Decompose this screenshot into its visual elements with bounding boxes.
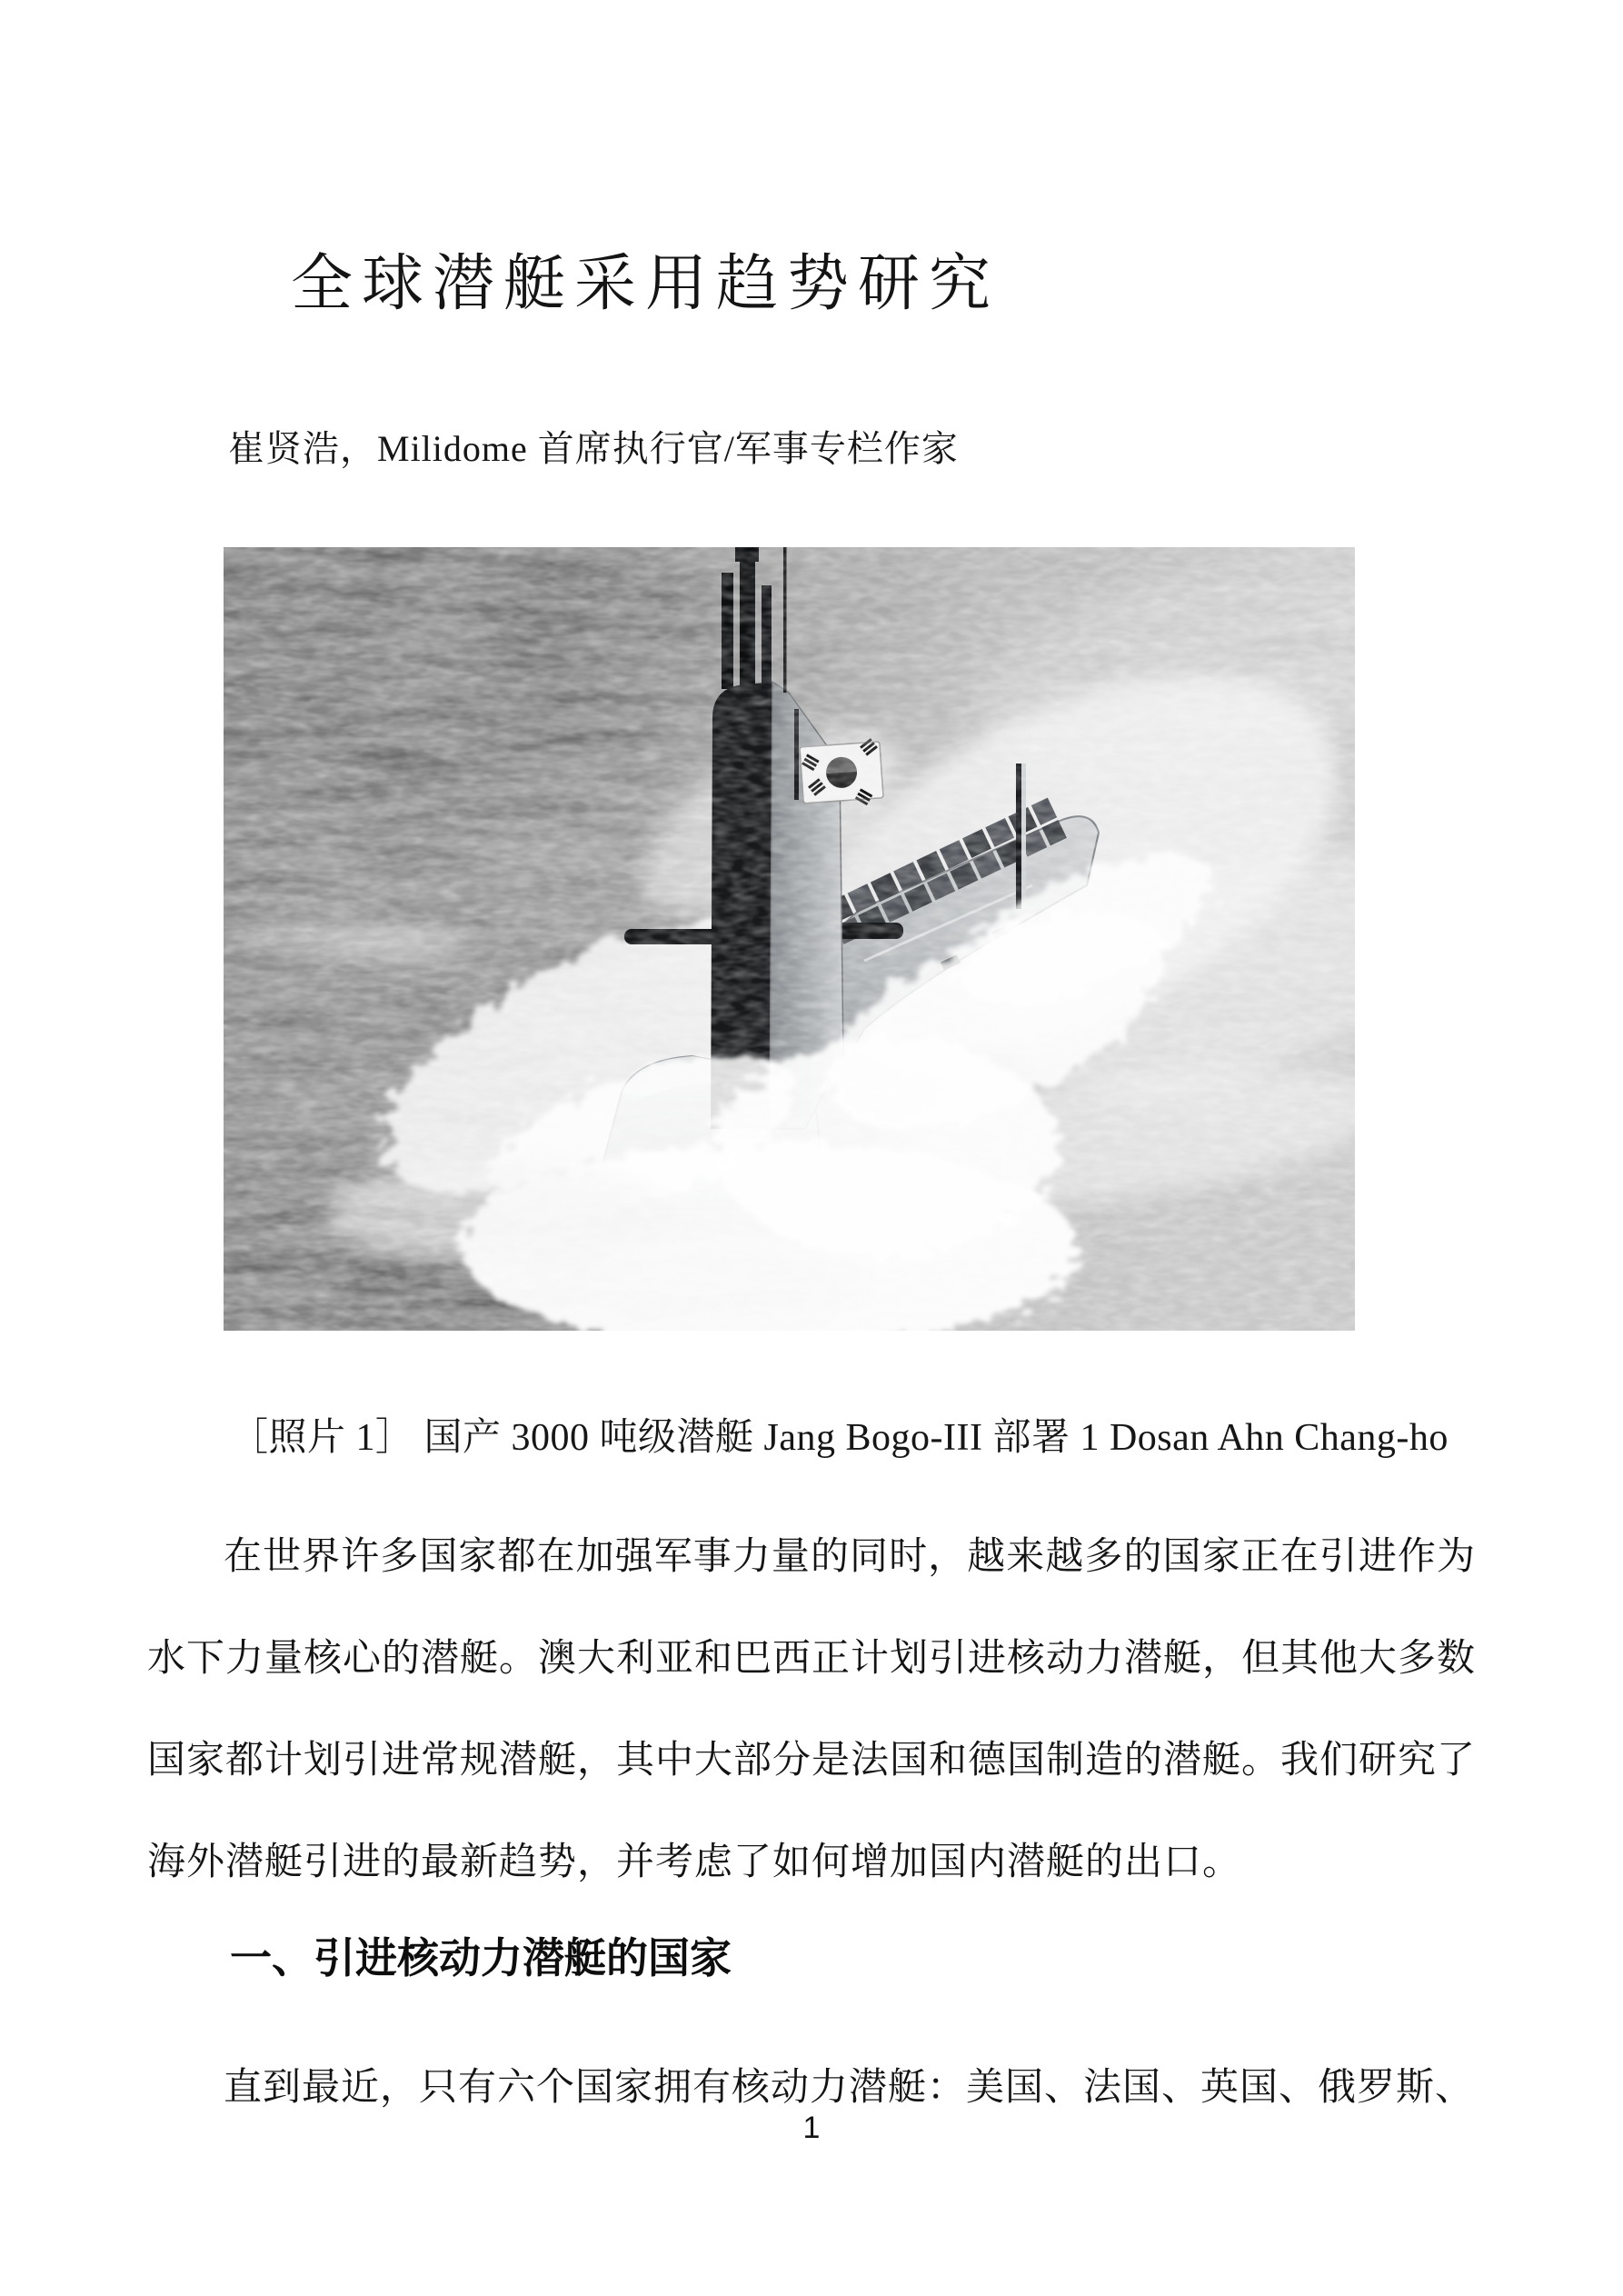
submarine-photo-illustration — [224, 547, 1355, 1331]
photo-figure — [224, 547, 1355, 1331]
submarine-photo — [224, 547, 1355, 1331]
body-paragraph-1: 在世界许多国家都在加强军事力量的同时，越来越多的国家正在引进作为水下力量核心的潜艇。澳大利亚和巴西正计划引进核动力潜艇，但其他大多数国家都计划引进常规潜艇，其中大部分是法国和德国制造的潜艇。我们研究了海外潜艇引进的最新趋势，并考虑了如何增加国内潜艇的出口。 — [147, 1536, 1476, 1883]
byline: 崔贤浩，Milidome 首席执行官/军事专栏作家 — [228, 428, 959, 469]
page-title: 全球潜艇采用趋势研究 — [291, 249, 1001, 318]
body-paragraph-2: 直到最近，只有六个国家拥有核动力潜艇：美国、法国、英国、俄罗斯、 — [224, 2067, 1475, 2109]
page-number: 1 — [802, 2111, 821, 2145]
photo-caption: ［照片 1］ 国产 3000 吨级潜艇 Jang Bogo-III 部署 1 Dosan Ahn Chang-ho — [230, 1417, 1449, 1459]
section-heading: 一、引进核动力潜艇的国家 — [230, 1934, 732, 1982]
